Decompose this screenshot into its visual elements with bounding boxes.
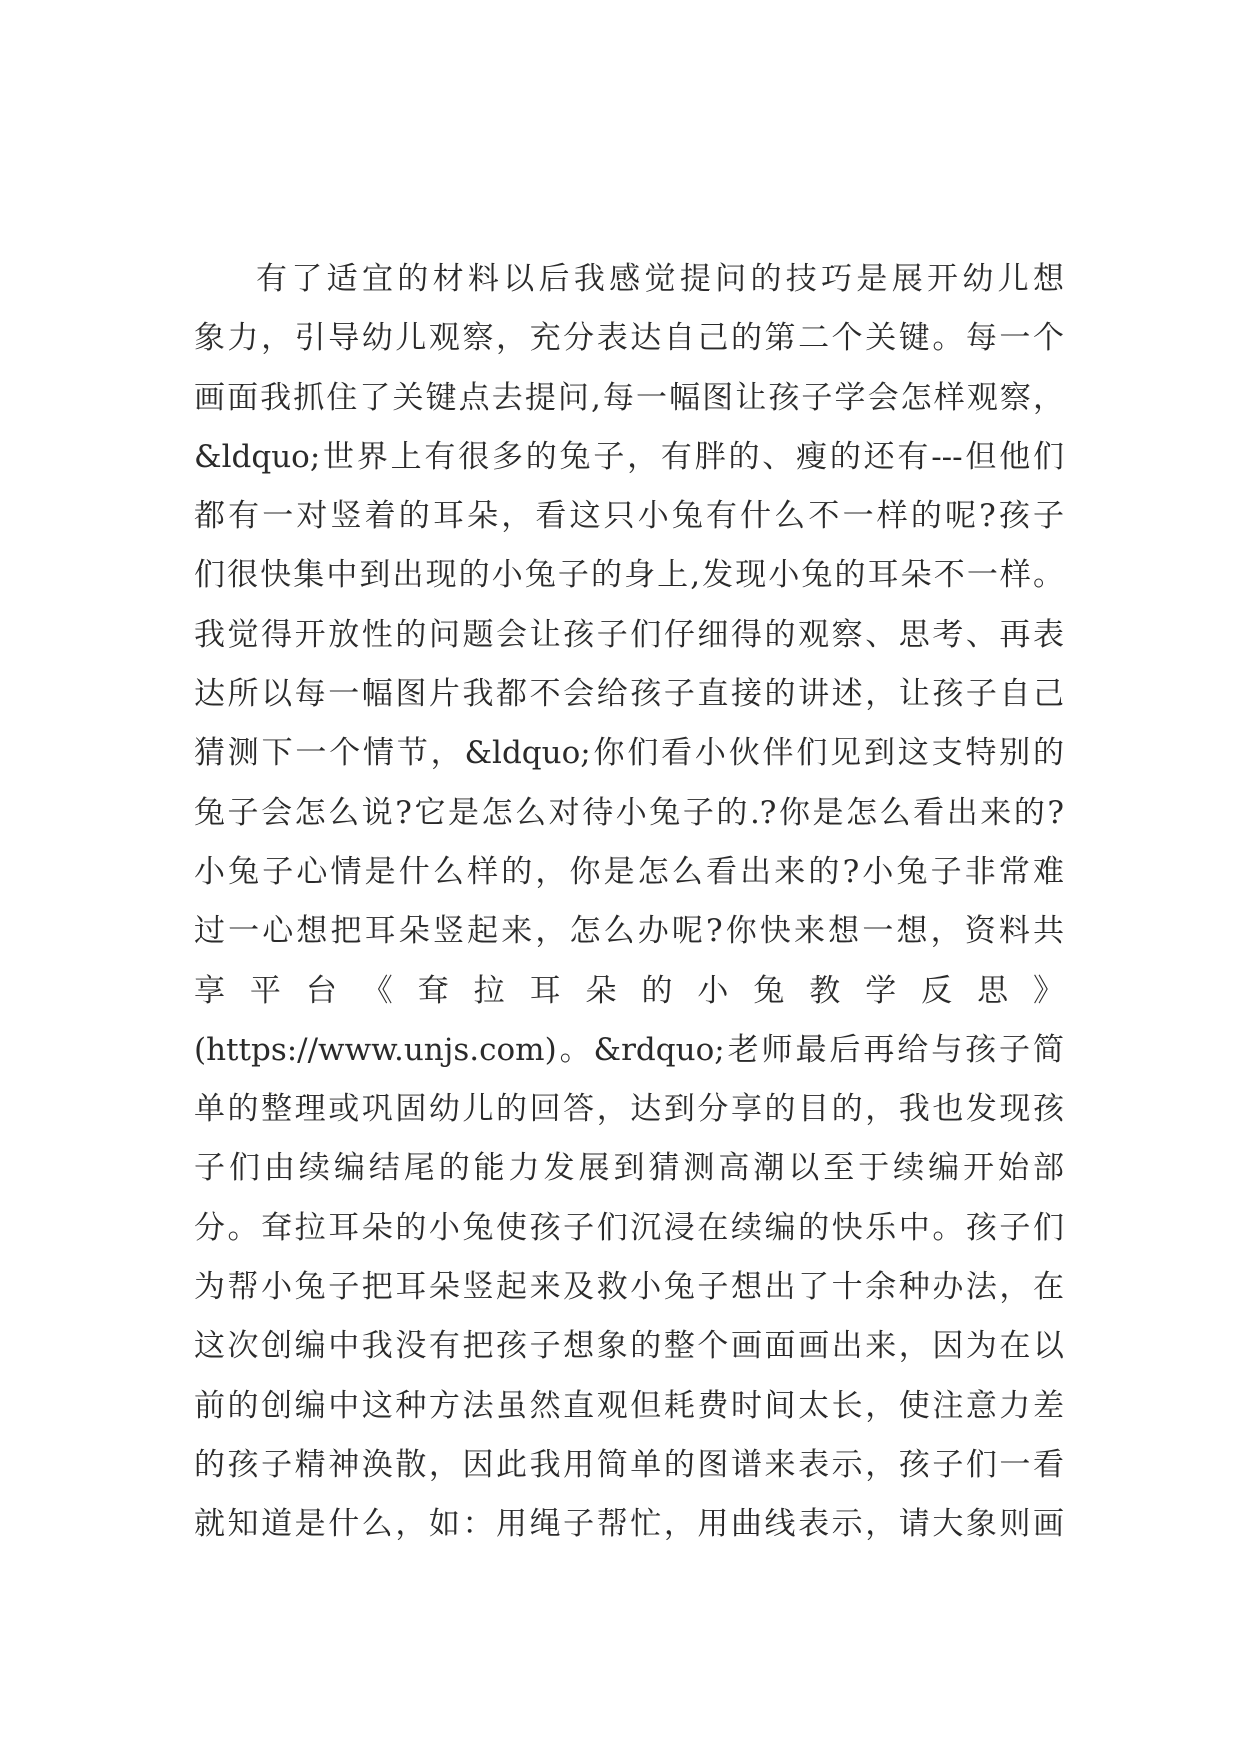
text-line: &ldquo;世界上有很多的兔子，有胖的、瘦的还有---但他们 [194, 438, 1064, 475]
link-text-line: (https://www.unjs.com)。&rdquo;老师最后再给与孩子简 [194, 1031, 1064, 1068]
text-line: 分。耷拉耳朵的小兔使孩子们沉浸在续编的快乐中。孩子们 [194, 1209, 1064, 1246]
text-line: 的孩子精神涣散，因此我用简单的图谱来表示，孩子们一看 [194, 1446, 1064, 1483]
text-line: 兔子会怎么说?它是怎么对待小兔子的.?你是怎么看出来的? [194, 794, 1064, 831]
text-line: 猜测下一个情节，&ldquo;你们看小伙伴们见到这支特别的 [194, 735, 1064, 772]
body-text [194, 250, 1064, 1555]
text-line: 这次创编中我没有把孩子想象的整个画面画出来，因为在以 [194, 1328, 1064, 1365]
text-line: 单的整理或巩固幼儿的回答，达到分享的目的，我也发现孩 [194, 1091, 1064, 1128]
text-line: 画面我抓住了关键点去提问,每一幅图让孩子学会怎样观察， [194, 379, 1064, 416]
text-line: 享 平 台 《 耷 拉 耳 朵 的 小 兔 教 学 反 思 》 [194, 972, 1064, 1009]
text-line: 我觉得开放性的问题会让孩子们仔细得的观察、思考、再表 [194, 616, 1064, 653]
text-line: 们很快集中到出现的小兔子的身上,发现小兔的耳朵不一样。 [194, 557, 1064, 594]
text-line: 达所以每一幅图片我都不会给孩子直接的讲述，让孩子自己 [194, 676, 1064, 713]
text-line: 都有一对竖着的耳朵，看这只小兔有什么不一样的呢?孩子 [194, 498, 1064, 535]
text-line: 为帮小兔子把耳朵竖起来及救小兔子想出了十余种办法，在 [194, 1269, 1064, 1306]
text-line: 前的创编中这种方法虽然直观但耗费时间太长，使注意力差 [194, 1387, 1064, 1424]
text-line: 小兔子心情是什么样的，你是怎么看出来的?小兔子非常难 [194, 853, 1064, 890]
text-line: 过一心想把耳朵竖起来，怎么办呢?你快来想一想，资料共 [194, 913, 1064, 950]
text-line: 就知道是什么，如：用绳子帮忙，用曲线表示，请大象则画 [194, 1506, 1064, 1543]
text-line: 有了适宜的材料以后我感觉提问的技巧是展开幼儿想 [256, 261, 1064, 297]
text-line: 象力，引导幼儿观察，充分表达自己的第二个关键。每一个 [194, 320, 1064, 357]
text-line: 子们由续编结尾的能力发展到猜测高潮以至于续编开始部 [194, 1150, 1064, 1187]
